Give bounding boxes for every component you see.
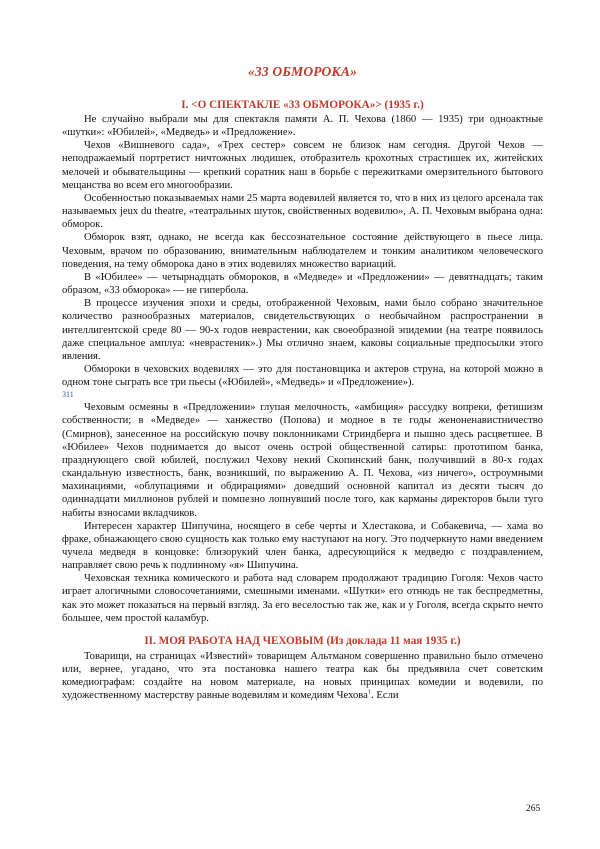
document-title: «33 ОБМОРОКА» <box>247 64 358 79</box>
section-2-heading: II. МОЯ РАБОТА НАД ЧЕХОВЫМ (Из доклада 11 мая 1935 г.) <box>144 634 461 647</box>
footnote-ref[interactable]: 1 <box>367 688 372 696</box>
paragraph: В «Юбилее» — четырнадцать обмороков, в «Медведе» и «Предложении» — девятнадцать; таким образом, «33 обморока» — не гипербола. <box>62 271 543 297</box>
paragraph: Чеховым осмеяны в «Предложении» глупая мелочность, «амбиция» рассудку вопреки, фетишизм собственности; в «Медведе» — ханжество (Попова) и модное в те годы женоненавистничество (Смирнов), занесенное на российскую почву поклонниками Стриндберга и пышно здесь расцветшее. В «Юбилее» Чехов поднимается до высот очень острой общественной сатиры: прототипом банка, празднующего свой юбилей, послужил Чехову некий Скопинский банк, получивший в 80-х годах скандальную известность, банк, возникший, по выражению А. П. Чехова, «из ничего», остроумными махинациями, «облупациями и обдирациями» доведший основной капитал из десяти тысяч до одиннадцати миллионов рублей и помпезно лопнувший после того, как карманы директоров были туго набиты взносами вкладчиков. <box>62 402 543 519</box>
paragraph: Чеховская техника комического и работа над словарем продолжают традицию Гоголя: Чехов часто играет алогичными словосочетаниями, смешными именами. «Шутки» его отнюдь не так беспредметны, как это может показаться на первый взгляд. За его веселостью так же, как и у Гоголя, всегда скрыто нечто большее, чем простой каламбур. <box>62 573 543 624</box>
paragraph: Обморок взят, однако, не всегда как бессознательное состояние действующего в пьесе лица. Чеховым, врачом по образованию, внимательным наблюдателем и тонким аналитиком человеческого поведения, на тему обморока дано в этих водевилях множество вариаций. <box>62 232 543 270</box>
paragraph: В процессе изучения эпохи и среды, отображенной Чеховым, нами было собрано значительное количество разнообразных материалов, свидетельствующих о необычайном распространении в интеллигентской среде 80 — 90-х годов неврастении, как своеобразной эпидемии (на театре появилось даже специальное амплуа: «неврастеник».) Мы отлично знаем, каковы социальные предпосылки этого явления. <box>62 298 543 362</box>
section-1-heading: I. <О СПЕКТАКЛЕ «33 ОБМОРОКА»> (1935 г.) <box>181 99 424 111</box>
paragraph: Особенностью показываемых нами 25 марта водевилей является то, что в них из целого арсенала так называемых jeux du theatre, «театральных шуток, свойственных водевилю», А. П. Чеховым выбрана одна: обморок. <box>62 192 543 231</box>
paragraph <box>62 650 543 703</box>
page-number: 265 <box>526 804 541 814</box>
paragraph: Обмороки в чеховских водевилях — это для постановщика и актеров струна, на которой можно в одном тоне сыграть все три пьесы («Юбилей», «Медведь» и «Предложение»). <box>62 363 543 389</box>
paragraph: Не случайно выбрали мы для спектакля памяти А. П. Чехова (1860 — 1935) три одноактные «шутки»: «Юбилей», «Медведь» и «Предложение». <box>62 114 543 139</box>
paragraph: Интересен характер Шипучина, носящего в себе черты и Хлестакова, и Собакевича, — хама во фраке, обнажающего свою сущность как только ему наступают на ногу. Это подчеркнуто нами введением чучела медведя в концовке: близорукий член банка, адресующийся к медведю с поздравлением, направляет свою речь к подлинному «я» Шипучина. <box>62 520 543 572</box>
page-marker-link[interactable]: 311 <box>62 390 74 400</box>
page-content <box>62 64 543 703</box>
paragraph-text: Товарищи, на страницах «Известий» товарищем Альтманом совершенно правильно было отмечено или, вернее, угадано, что эта постановка нашего театра как бы предъявила счет советским комедиографам: создайте на новом материале, на новых принципах комедии и водевили, по художественному мастерству равные водевилям и комедиям Чехова <box>62 650 543 702</box>
paragraph: Чехов «Вишневого сада», «Трех сестер» совсем не близок нам сегодня. Другой Чехов — неподражаемый портретист ничтожных людишек, отобразитель крохотных страстишек их, житейских мелочей и обывательщины — крепкий соратник наш в борьбе с пережитками омерзительного бытового мещанства во всем его многообразии. <box>62 140 543 191</box>
paragraph-tail: . Если <box>371 690 399 702</box>
